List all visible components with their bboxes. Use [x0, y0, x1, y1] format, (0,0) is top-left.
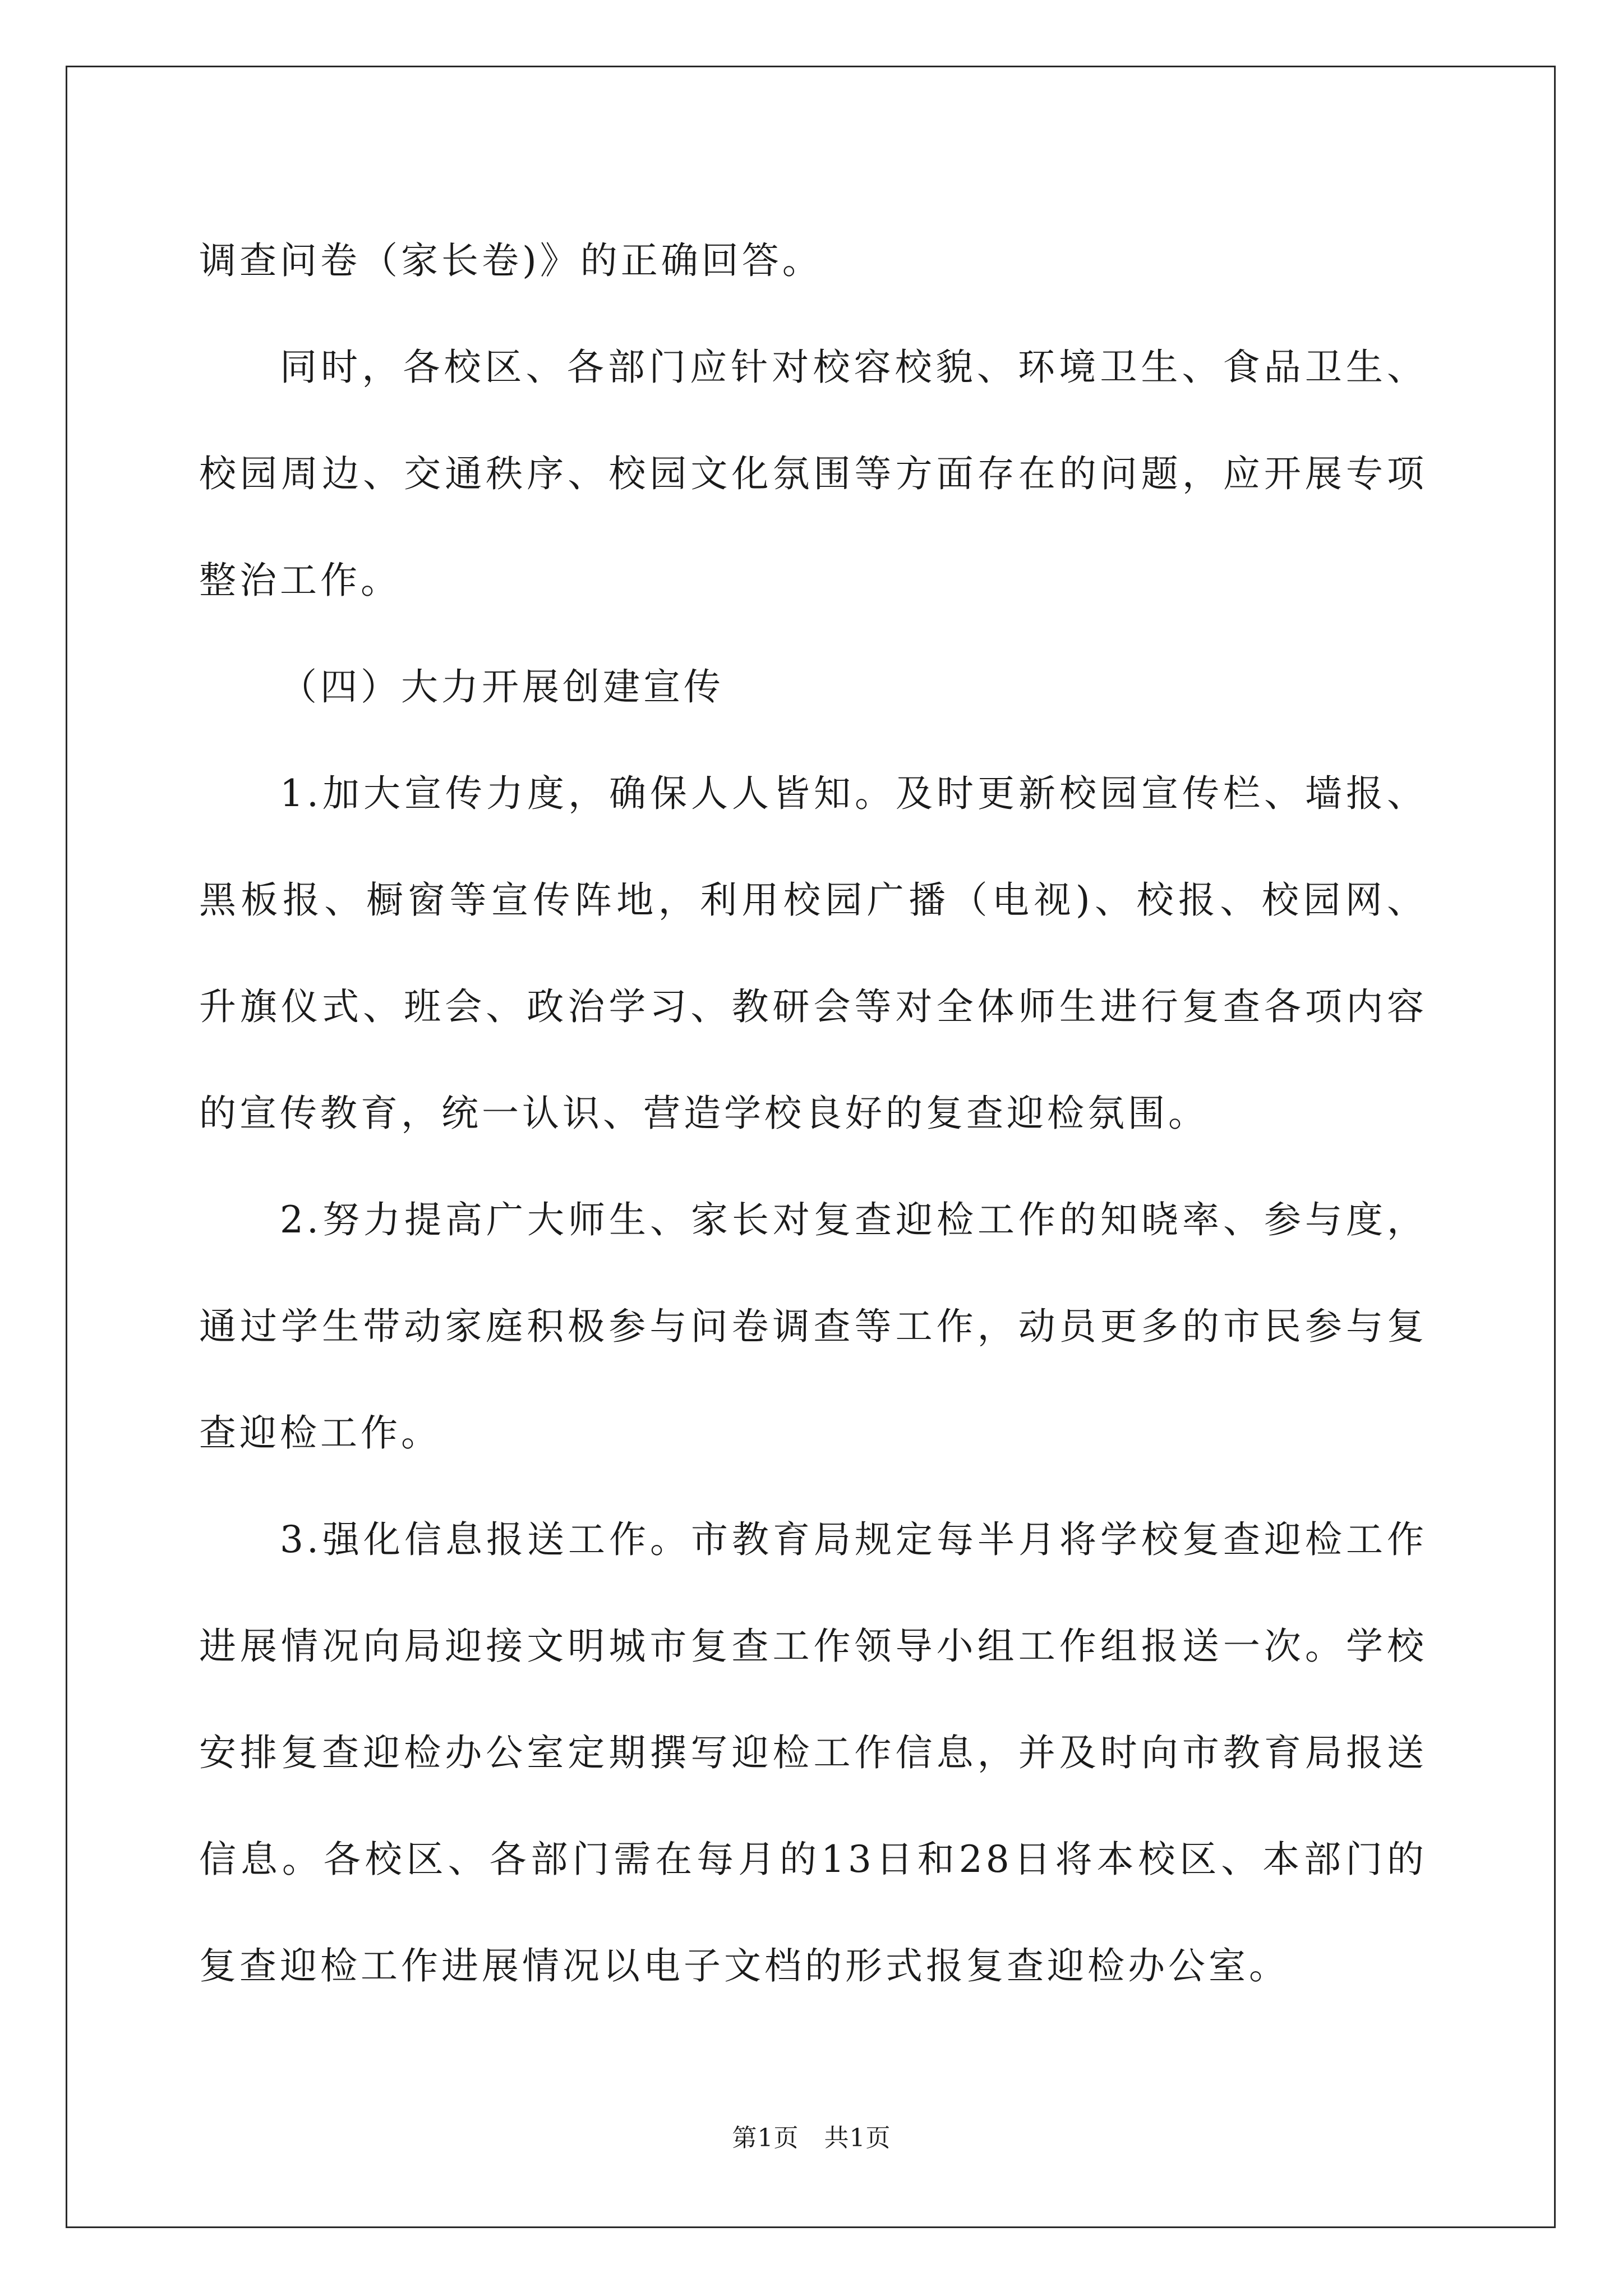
- paragraph-item-2: 2.努力提高广大师生、家长对复查迎检工作的知晓率、参与度，通过学生带动家庭积极参与问卷调查等工作，动员更多的市民参与复查迎检工作。: [199, 1198, 1427, 1455]
- paragraph-item-3: 3.强化信息报送工作。市教育局规定每半月将学校复查迎检工作进展情况向局迎接文明城市复查工作领导小组工作组报送一次。学校安排复查迎检办公室定期撰写迎检工作信息，并及时向市教育局报送信息。各校区、各部门需在每月的13日和28日将本校区、本部门的复查迎检工作进展情况以电子文档的形式报复查迎检办公室。: [199, 1518, 1427, 1987]
- paragraph-2: 同时，各校区、各部门应针对校容校貌、环境卫生、食品卫生、校园周边、交通秩序、校园文化氛围等方面存在的问题，应开展专项整治工作。: [199, 346, 1427, 602]
- document-body: [199, 208, 1427, 2019]
- paragraph-1: 调查问卷（家长卷)》的正确回答。: [199, 239, 823, 282]
- page-footer: 第1页 共1页: [732, 2124, 891, 2152]
- paragraph-item-1: 1.加大宣传力度，确保人人皆知。及时更新校园宣传栏、墙报、黑板报、橱窗等宣传阵地，利用校园广播（电视)、校报、校园网、升旗仪式、班会、政治学习、教研会等对全体师生进行复查各项内容的宣传教育，统一认识、营造学校良好的复查迎检氛围。: [199, 772, 1427, 1135]
- section-heading: （四）大力开展创建宣传: [280, 665, 724, 708]
